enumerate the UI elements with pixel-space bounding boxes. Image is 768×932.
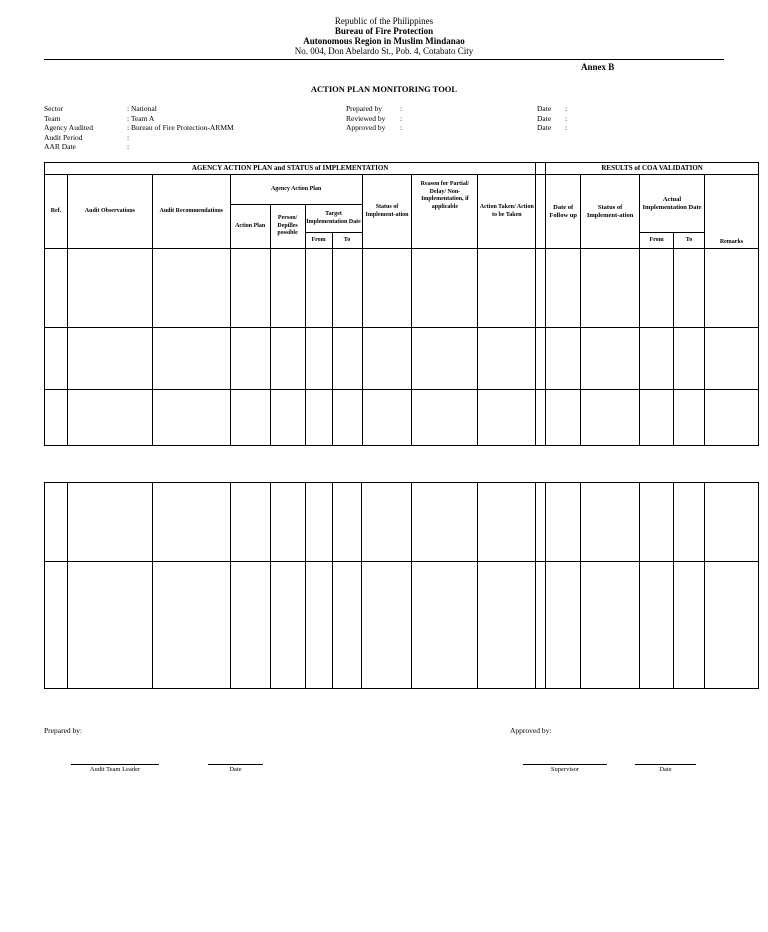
info-label-date-3: Date — [537, 123, 552, 132]
document-title: ACTION PLAN MONITORING TOOL — [310, 84, 458, 94]
group-agency-plan: AGENCY ACTION PLAN and STATUS of IMPLEMENTATION — [45, 163, 536, 175]
table-row — [45, 328, 759, 390]
approved-by-label: Approved by: — [510, 726, 552, 735]
info-label-reviewed: Reviewed by — [346, 113, 386, 123]
col-date-followup: Date of Follow up — [546, 175, 581, 249]
group-coa-validation: RESULTS of COA VALIDATION — [546, 163, 759, 175]
col-reason: Reason for Partial/ Delay/ Non-Implementation, if applicable — [412, 175, 478, 249]
header-rule — [44, 59, 724, 60]
info-mid-values — [400, 104, 402, 133]
date-caption-1: Date — [229, 766, 242, 773]
info-left-labels — [44, 104, 93, 152]
info-label-date-1: Date — [537, 104, 552, 113]
info-label-date-2: Date — [537, 113, 552, 123]
col-person: Person/ Depilles possible — [270, 205, 305, 249]
col-status: Status of Implement-ation — [362, 175, 412, 249]
info-label-prepared: Prepared by — [346, 104, 383, 113]
header-address: No. 004, Don Abelardo St., Pob. 4, Cotabato City — [294, 46, 474, 56]
info-label-period: Audit Period — [44, 132, 83, 142]
col-status-implementation: Status of Implement-ation — [581, 175, 640, 249]
info-right-values — [565, 104, 567, 133]
info-value-reviewed: : — [400, 113, 403, 123]
col-target-date: Target Implementation Date — [305, 205, 362, 233]
table-row — [45, 562, 759, 689]
info-value-approved: : — [400, 123, 403, 132]
col-ref: Ref. — [45, 175, 68, 249]
col-action-taken: Action Taken/ Action to be Taken — [478, 175, 536, 249]
info-label-agency: Agency Audited — [44, 123, 93, 132]
table-row — [45, 483, 759, 562]
group-separator — [536, 163, 546, 175]
header-republic: Republic of the Philippines — [334, 16, 434, 26]
supervisor-signature-line — [523, 764, 607, 765]
header-bureau: Bureau of Fire Protection — [334, 26, 434, 36]
info-value-date-1: : — [565, 104, 568, 113]
col-separator — [536, 175, 546, 249]
table-row — [45, 249, 759, 328]
info-value-period: : — [127, 132, 130, 142]
info-value-agency: : Bureau of Fire Protection-ARMM — [127, 123, 234, 132]
info-value-date-3: : — [565, 123, 568, 132]
col-target-from: From — [305, 233, 332, 249]
col-audit-observations: Audit Observations — [67, 175, 152, 249]
info-value-team: : Team A — [127, 113, 155, 123]
supervisor-caption: Supervisor — [550, 766, 580, 773]
col-actual-from: From — [640, 233, 674, 249]
col-actual-date: Actual Implementation Date — [640, 175, 705, 233]
info-mid-labels — [346, 104, 385, 133]
info-right-labels — [537, 104, 551, 133]
annex-label: Annex B — [581, 62, 615, 72]
col-agency-action-plan: Agency Action Plan — [230, 175, 362, 205]
col-remarks: Remarks — [704, 175, 758, 249]
info-value-aar: : — [127, 142, 130, 151]
date-line-1 — [208, 764, 263, 765]
table-row — [45, 390, 759, 446]
table-group-row — [45, 163, 759, 175]
col-audit-recommendations: Audit Recommendations — [152, 175, 230, 249]
date-caption-2: Date — [659, 766, 672, 773]
monitoring-table — [44, 162, 759, 446]
continuation-table — [44, 482, 759, 689]
info-label-sector: Sector — [44, 104, 64, 113]
col-target-to: To — [332, 233, 362, 249]
info-left-values — [127, 104, 234, 152]
info-value-sector: : National — [127, 104, 157, 113]
col-actual-to: To — [674, 233, 705, 249]
info-label-approved: Approved by — [346, 123, 386, 132]
info-label-team: Team — [44, 113, 61, 123]
table-header-row-1 — [45, 175, 759, 205]
team-leader-signature-line — [71, 764, 159, 765]
info-value-date-2: : — [565, 113, 568, 123]
header-region: Autonomous Region in Muslim Mindanao — [303, 36, 465, 46]
date-line-2 — [635, 764, 696, 765]
col-action-plan: Action Plan — [230, 205, 270, 249]
info-label-aar: AAR Date — [44, 142, 76, 151]
prepared-by-label: Prepared by: — [44, 726, 83, 735]
info-value-prepared: : — [400, 104, 403, 113]
team-leader-caption: Audit Team Leader — [89, 766, 141, 773]
